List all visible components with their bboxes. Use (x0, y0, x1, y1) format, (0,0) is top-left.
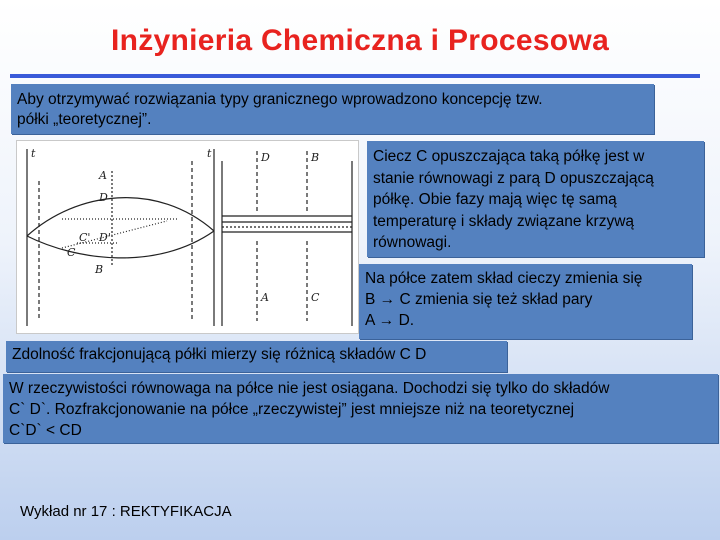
title-underline (10, 74, 700, 78)
text-line: półkę. Obie fazy mają więc tę samą (373, 191, 617, 208)
equilibrium-diagram (16, 140, 359, 334)
text-line: stanie równowagi z parą D opuszczającą (373, 169, 654, 187)
text-line: B → C zmienia się też skład pary (365, 291, 593, 308)
text-line: temperaturę i składy związane krzywą (373, 212, 635, 230)
text-line: Aby otrzymywać rozwiązania typy granicznego wprowadzono koncepcję tzw. (17, 91, 543, 108)
label-Cprime: C' (79, 231, 91, 244)
label-Dprime: D' (99, 231, 111, 244)
slide-title: Inżynieria Chemiczna i Procesowa (110, 24, 610, 57)
tie-line-diag (62, 221, 167, 248)
label-t-left: t (31, 147, 36, 160)
text-box-equilibrium (367, 141, 704, 257)
label-col-C: C (311, 291, 320, 304)
label-C: C (67, 246, 76, 259)
label-col-B: B (311, 151, 320, 164)
text-line: Ciecz C opuszczająca taką półkę jest w (373, 148, 645, 165)
text-box-intro (11, 84, 654, 134)
label-B: B (95, 263, 104, 276)
label-col-A: A (261, 291, 269, 304)
text-box-composition (359, 264, 692, 339)
text-line: Na półce zatem skład cieczy zmienia się (365, 270, 643, 287)
label-A: A (99, 169, 107, 182)
liquid-curve (27, 231, 214, 258)
text-line: półki „teoretycznej”. (17, 111, 152, 128)
text-line: równowagi. (373, 234, 452, 251)
label-col-D: D (261, 151, 270, 164)
text-line: W rzeczywistości równowaga na półce nie jest osiągana. Dochodzi się tylko do składów (9, 380, 610, 397)
text-line: C`D` < CD (9, 422, 82, 439)
text-line: C` D`. Rozfrakcjonowanie na półce „rzeczywistej” jest mniejsze niż na teoretycznej (9, 401, 575, 418)
label-t-right: t (207, 147, 212, 160)
phase-diagram-left (27, 149, 352, 326)
label-D: D (99, 191, 108, 204)
text-line: A → D. (365, 312, 415, 329)
diagram-labels (31, 147, 320, 304)
diagram-svg (17, 141, 358, 333)
text-box-fractionation (6, 341, 507, 372)
text-line: Zdolność frakcjonującą półki mierzy się różnicą składów C D (12, 346, 427, 363)
vapor-curve (27, 198, 214, 236)
text-box-real-tray (3, 374, 718, 443)
footer-lecture: Wykład nr 17 : REKTYFIKACJA (20, 503, 232, 520)
